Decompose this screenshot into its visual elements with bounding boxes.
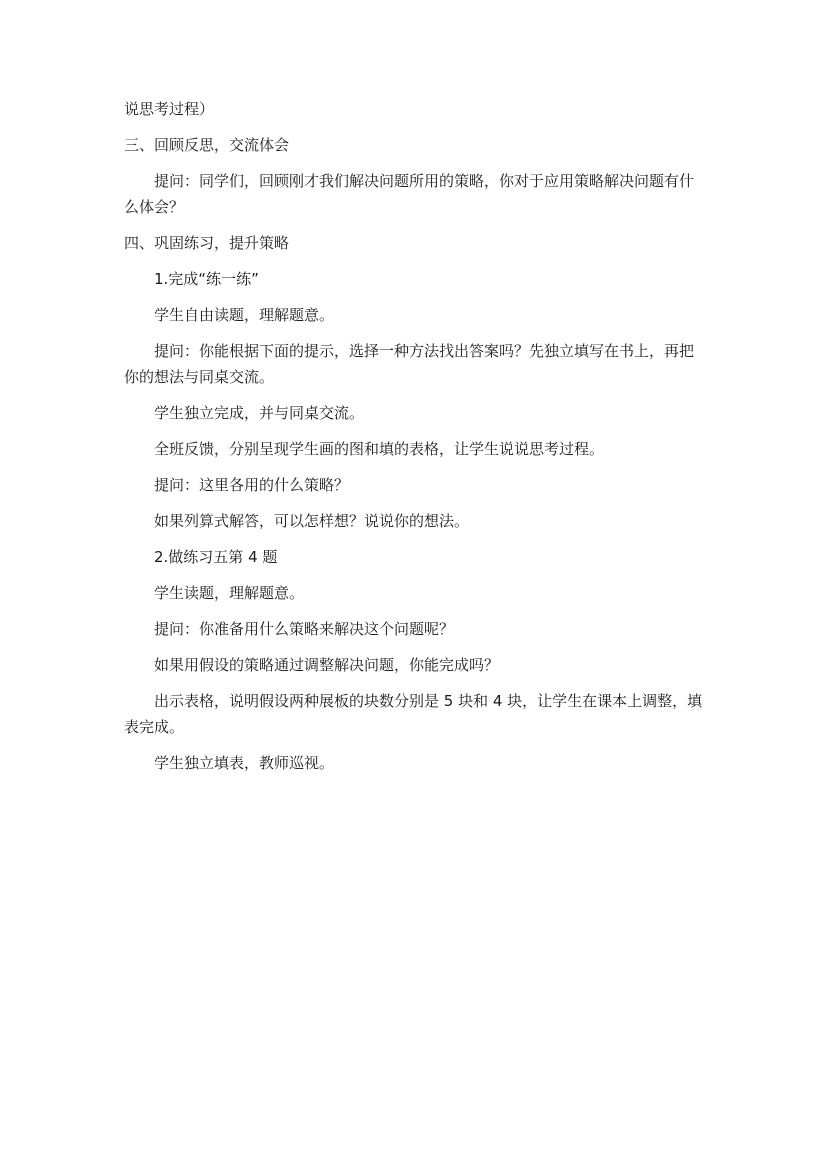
paragraph-question-which-strategy: 提问：你准备用什么策略来解决这个问题呢？: [154, 620, 455, 638]
section-heading-3: 三、回顾反思，交流体会: [124, 136, 290, 154]
paragraph-class-feedback: 全班反馈，分别呈现学生画的图和填的表格，让学生说说思考过程。: [154, 440, 605, 458]
paragraph-assumption-strategy: 如果用假设的策略通过调整解决问题，你能完成吗？: [154, 656, 500, 674]
paragraph-equation-thinking: 如果列算式解答，可以怎样想？说说你的想法。: [154, 512, 470, 530]
paragraph-read-problem-2: 学生读题，理解题意。: [154, 584, 305, 602]
paragraph-question-strategy: 提问：这里各用的什么策略？: [154, 476, 350, 494]
document-body: [124, 96, 704, 786]
paragraph-question-hints: 提问：你能根据下面的提示，选择一种方法找出答案吗？先独立填写在书上，再把你的想法与同桌交流。: [124, 342, 695, 386]
paragraph-independent-work: 学生独立完成，并与同桌交流。: [154, 404, 365, 422]
paragraph-question-reflection: 提问：同学们，回顾刚才我们解决问题所用的策略，你对于应用策略解决问题有什么体会？: [124, 172, 695, 216]
subheading-practice-1: 1.完成“练一练”: [154, 270, 259, 288]
paragraph-fill-table: 学生独立填表，教师巡视。: [154, 754, 335, 772]
section-heading-4: 四、巩固练习，提升策略: [124, 234, 290, 252]
paragraph-read-problem: 学生自由读题，理解题意。: [154, 306, 335, 324]
paragraph-continuation: 说思考过程）: [124, 100, 215, 118]
subheading-practice-2: 2.做练习五第 4 题: [154, 548, 278, 566]
paragraph-show-table: 出示表格，说明假设两种展板的块数分别是 5 块和 4 块，让学生在课本上调整，填表完成。: [124, 692, 703, 736]
